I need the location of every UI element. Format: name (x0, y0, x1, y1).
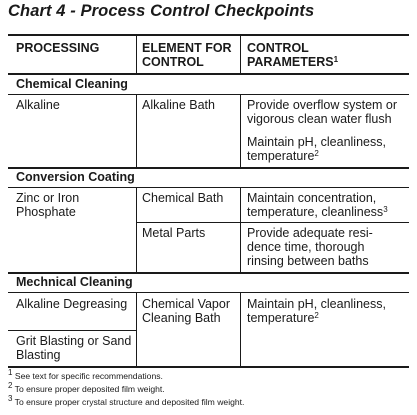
element-chemical-bath: Chemical Bath (142, 191, 224, 205)
header-control-parameters: CONTROL PARAMETERS$^1$ (247, 41, 339, 69)
element-metal-parts: Metal Parts (142, 226, 206, 240)
footnote-1: $^1$ See text for specific recommendations. (8, 368, 163, 381)
footnote-2: $^2$ To ensure proper deposited film weight. (8, 381, 165, 394)
section-top-rule-mechanical (8, 272, 409, 274)
row-divider-metal-parts (136, 222, 409, 223)
header-processing: PROCESSING (16, 41, 100, 55)
section-rule-chemical-cleaning (8, 94, 409, 95)
row-divider-grit-blasting (8, 330, 136, 331)
header-element-for-control: ELEMENT FOR CONTROL (142, 41, 232, 69)
header-bottom-rule (8, 73, 409, 75)
column-divider-1-conversion (136, 188, 137, 272)
process-alkaline-degreasing: Alkaline Degreasing (16, 297, 128, 311)
param-residence-time: Provide adequate resi- dence time, thorough rinsing between baths (247, 226, 373, 268)
column-divider-2-chemical (240, 95, 241, 167)
table-top-rule (8, 34, 409, 36)
element-chemical-vapor-bath: Chemical Vapor Cleaning Bath (142, 297, 231, 325)
section-rule-mechanical-cleaning (8, 292, 409, 293)
process-zinc-iron-phosphate: Zinc or Iron Phosphate (16, 191, 80, 219)
column-divider-1-header (136, 36, 137, 73)
param-overflow-system: Provide overflow system or vigorous clean water flush (247, 98, 398, 126)
param-maintain-concentration: Maintain concentration, temperature, cleanliness$^3$ (247, 191, 388, 219)
section-top-rule-conversion (8, 167, 409, 169)
column-divider-1-chemical (136, 95, 137, 167)
section-title-conversion-coating: Conversion Coating (16, 170, 135, 184)
param-maintain-ph: Maintain pH, cleanliness, temperature$^2$ (247, 135, 386, 163)
chart-title: Chart 4 - Process Control Checkpoints (8, 2, 315, 20)
section-title-mechanical-cleaning: Mechnical Cleaning (16, 275, 133, 289)
column-divider-2-mechanical (240, 293, 241, 366)
table-bottom-rule (8, 366, 409, 368)
param-maintain-ph-mechanical: Maintain pH, cleanliness, temperature$^2$ (247, 297, 386, 325)
column-divider-1-mechanical (136, 293, 137, 366)
column-divider-2-conversion (240, 188, 241, 272)
section-rule-conversion-coating (8, 187, 409, 188)
footnote-3: $^3$ To ensure proper crystal structure and deposited film weight. (8, 394, 245, 407)
section-title-chemical-cleaning: Chemical Cleaning (16, 77, 128, 91)
column-divider-2-header (240, 36, 241, 73)
process-grit-sand-blasting: Grit Blasting or Sand Blasting (16, 334, 132, 362)
element-alkaline-bath: Alkaline Bath (142, 98, 215, 112)
process-alkaline: Alkaline (16, 98, 60, 112)
